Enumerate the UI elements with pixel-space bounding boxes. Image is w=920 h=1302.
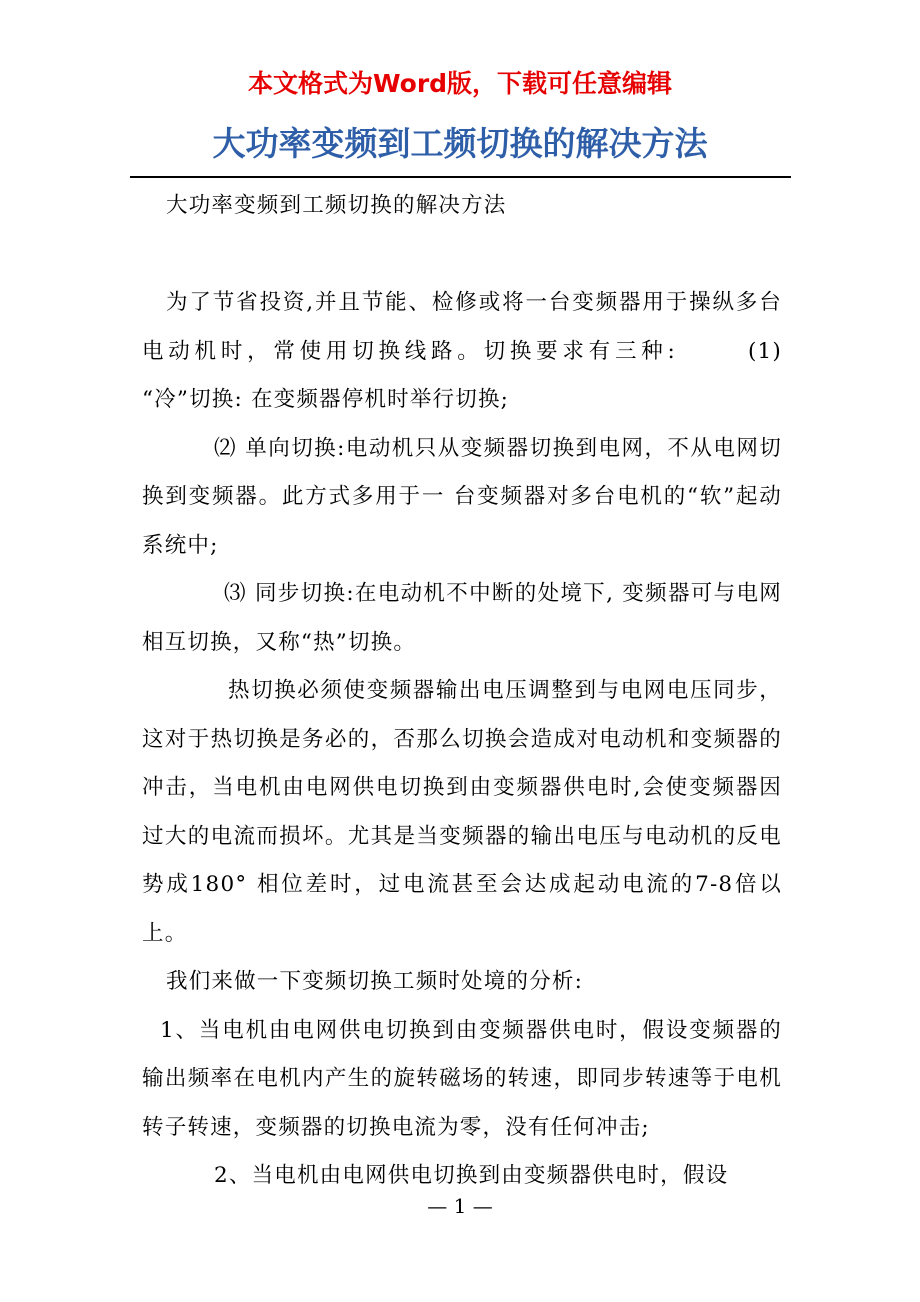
paragraph-item-2: ⑵ 单向切换:电动机只从变频器切换到电网，不从电网切换到变频器。此方式多用于一 台变频器对多台电机的“软”起动系统中; [142,435,782,558]
paragraph-case-1: 1、当电机由电网供电切换到由变频器供电时，假设变频器的输出频率在电机内产生的旋转磁场的转速，即同步转速等于电机转子转速，变频器的切换电流为零，没有任何冲击; [142,1017,782,1140]
page-number: — 1 — [427,1194,493,1218]
paragraph-intro-text: 为了节省投资,并且节能、检修或将一台变频器用于操纵多台电动机时，常使用切换线路。切换要求有三种: [142,290,782,364]
title-divider [130,176,791,178]
paragraph-intro [142,279,782,425]
paragraph-hot-switch: 热切换必须使变频器输出电压调整到与电网电压同步，这对于热切换是务必的，否那么切换会造成对电动机和变频器的冲击，当电机由电网供电切换到由变频器供电时,会使变频器因过大的电流而损坏。尤其是当变频器的输出电压与电动机的反电势成180° 相位差时，过电流甚至会达成起动电流的7-8倍以上。 [142,678,782,946]
document-subtitle: 大功率变频到工频切换的解决方法 [166,193,507,218]
document-body [142,182,782,1201]
item-1-number: (1) [747,338,782,364]
download-notice-banner: 本文格式为Word版，下载可任意编辑 [247,69,673,98]
paragraph-case-2: 2、当电机由电网供电切换到由变频器供电时，假设 [214,1163,729,1188]
paragraph-item-3: ⑶ 同步切换:在电动机不中断的处境下, 变频器可与电网相互切换，又称“热”切换。 [142,581,782,655]
document-title: 大功率变频到工频切换的解决方法 [212,124,708,163]
item-1-text: “冷”切换: 在变频器停机时举行切换; [142,387,510,412]
paragraph-analysis-intro: 我们来做一下变频切换工频时处境的分析: [166,969,584,994]
blank-line [142,231,782,280]
